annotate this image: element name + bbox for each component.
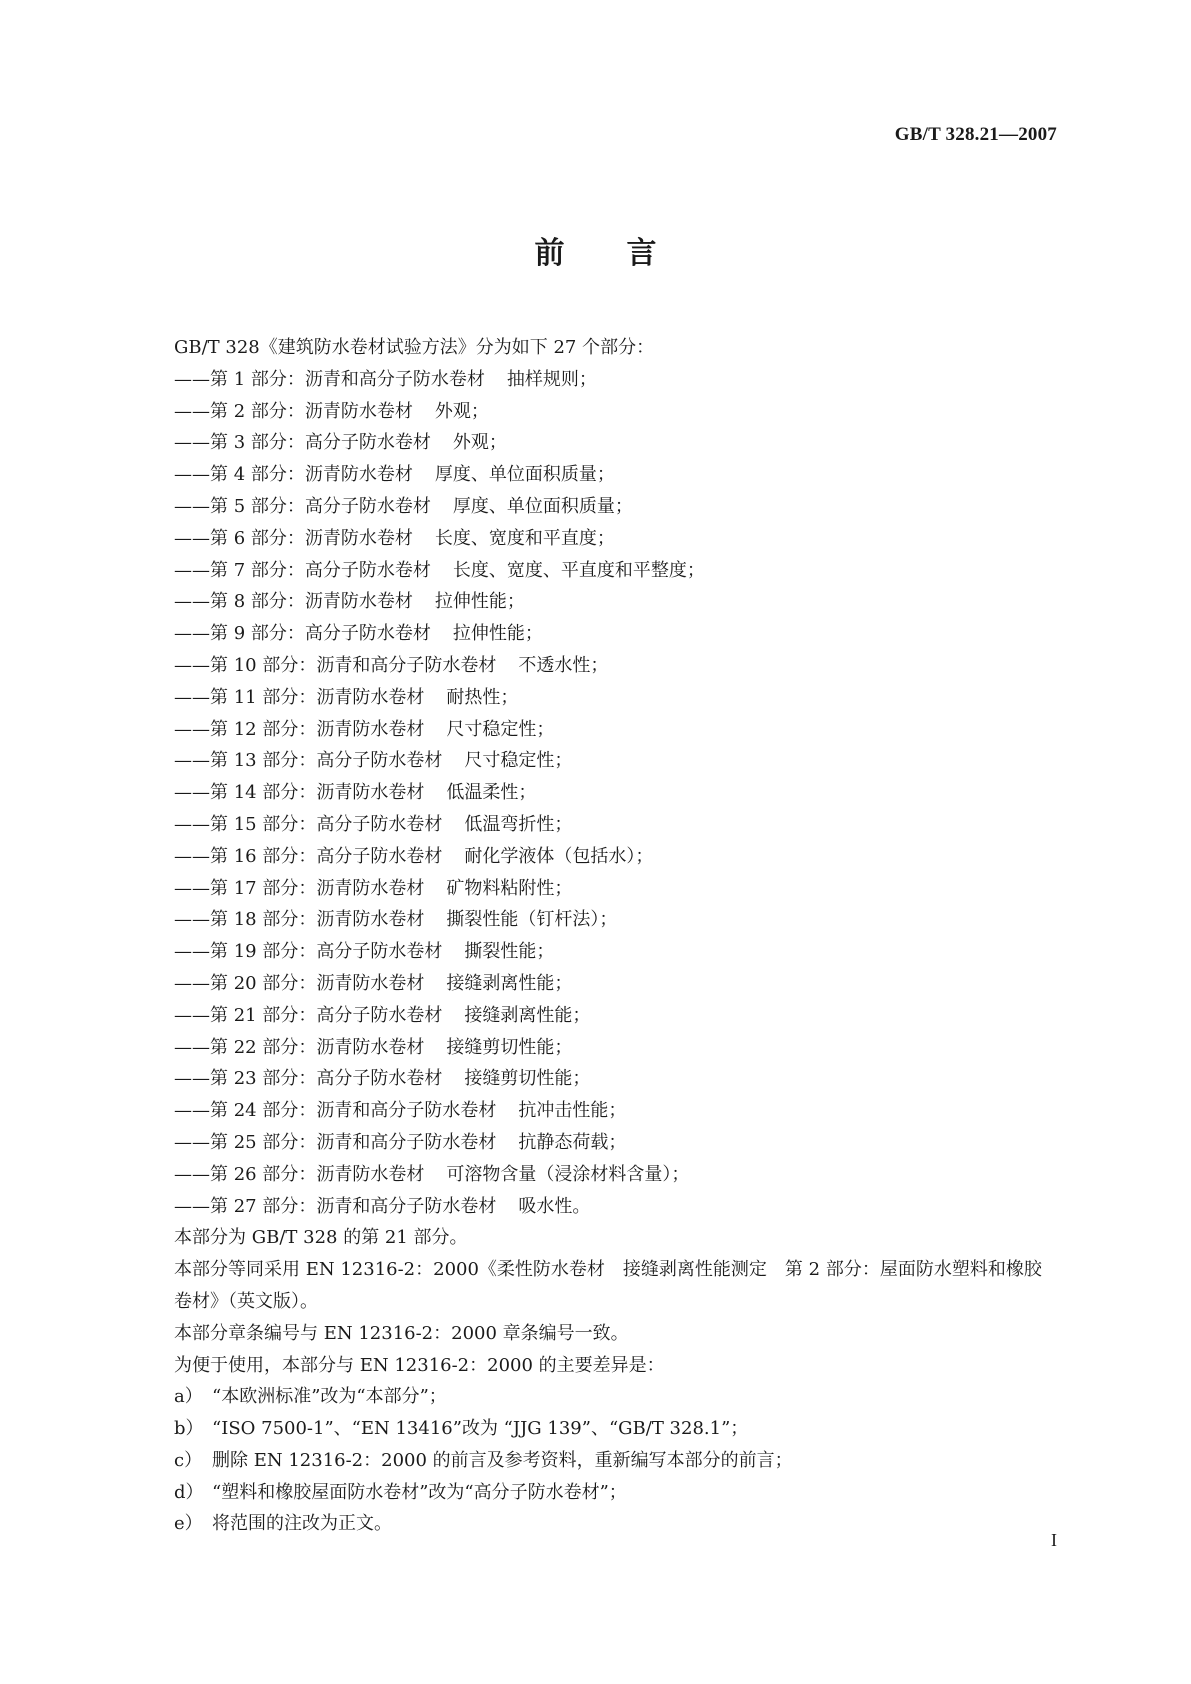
list-item bbox=[134, 1413, 1057, 1445]
part-subject: 接缝剥离性能； bbox=[446, 972, 573, 994]
part-prefix: ——第 9 部分：高分子防水卷材 bbox=[174, 623, 431, 645]
adoption-paragraph: 本部分等同采用 EN 12316-2：2000《柔性防水卷材 接缝剥离性能测定 第 2 部分：屋面防水塑料和橡胶卷材》（英文版）。 bbox=[174, 1259, 1042, 1312]
part-subject: 接缝剥离性能； bbox=[464, 1004, 591, 1026]
part-prefix: ——第 11 部分：沥青防水卷材 bbox=[174, 686, 425, 708]
part-prefix: ——第 25 部分：沥青和高分子防水卷材 bbox=[174, 1131, 497, 1153]
part-prefix: ——第 17 部分：沥青防水卷材 bbox=[174, 877, 425, 899]
this-part-paragraph: 本部分为 GB/T 328 的第 21 部分。 bbox=[174, 1227, 468, 1249]
list-item bbox=[134, 682, 1057, 714]
list-item bbox=[134, 904, 1057, 936]
part-prefix: ——第 15 部分：高分子防水卷材 bbox=[174, 813, 443, 835]
list-item bbox=[134, 1063, 1057, 1095]
part-prefix: ——第 12 部分：沥青防水卷材 bbox=[174, 718, 425, 740]
part-prefix: ——第 8 部分：沥青防水卷材 bbox=[174, 591, 413, 613]
differences-list bbox=[134, 1381, 1057, 1540]
difference-text: “本欧洲标准”改为“本部分”； bbox=[212, 1386, 447, 1408]
part-subject: 低温弯折性； bbox=[464, 813, 573, 835]
part-prefix: ——第 21 部分：高分子防水卷材 bbox=[174, 1004, 443, 1026]
part-prefix: ——第 26 部分：沥青防水卷材 bbox=[174, 1163, 425, 1185]
list-item bbox=[134, 364, 1057, 396]
part-subject: 外观； bbox=[452, 432, 507, 454]
part-prefix: ——第 13 部分：高分子防水卷材 bbox=[174, 750, 443, 772]
list-item bbox=[134, 745, 1057, 777]
part-subject: 抽样规则； bbox=[506, 368, 597, 390]
part-subject: 拉伸性能； bbox=[452, 623, 543, 645]
page-title: 前言 bbox=[534, 236, 719, 271]
list-item bbox=[134, 1191, 1057, 1223]
list-item bbox=[134, 523, 1057, 555]
list-item bbox=[134, 491, 1057, 523]
part-prefix: ——第 6 部分：沥青防水卷材 bbox=[174, 527, 413, 549]
difference-text: “ISO 7500-1”、“EN 13416”改为 “JJG 139”、“GB/T 328.1”； bbox=[212, 1418, 749, 1440]
page-number: I bbox=[1051, 1530, 1057, 1550]
part-subject: 撕裂性能； bbox=[464, 941, 555, 963]
part-subject: 低温柔性； bbox=[446, 782, 537, 804]
part-prefix: ——第 22 部分：沥青防水卷材 bbox=[174, 1036, 425, 1058]
list-marker: d） bbox=[174, 1481, 204, 1503]
part-subject: 抗冲击性能； bbox=[518, 1100, 627, 1122]
differences-intro-paragraph: 为便于使用，本部分与 EN 12316-2：2000 的主要差异是： bbox=[174, 1354, 665, 1376]
difference-text: “塑料和橡胶屋面防水卷材”改为“高分子防水卷材”； bbox=[212, 1481, 627, 1503]
list-item bbox=[134, 1000, 1057, 1032]
list-marker: b） bbox=[174, 1418, 204, 1440]
numbering-paragraph: 本部分章条编号与 EN 12316-2：2000 章条编号一致。 bbox=[174, 1322, 629, 1344]
list-item bbox=[134, 714, 1057, 746]
part-subject: 耐化学液体（包括水）； bbox=[464, 845, 654, 867]
part-prefix: ——第 27 部分：沥青和高分子防水卷材 bbox=[174, 1195, 497, 1217]
part-prefix: ——第 10 部分：沥青和高分子防水卷材 bbox=[174, 654, 497, 676]
list-item bbox=[134, 936, 1057, 968]
list-item bbox=[134, 1381, 1057, 1413]
part-prefix: ——第 14 部分：沥青防水卷材 bbox=[174, 782, 425, 804]
list-item bbox=[134, 777, 1057, 809]
part-prefix: ——第 5 部分：高分子防水卷材 bbox=[174, 495, 431, 517]
part-prefix: ——第 2 部分：沥青防水卷材 bbox=[174, 400, 413, 422]
part-subject: 接缝剪切性能； bbox=[446, 1036, 573, 1058]
part-subject: 抗静态荷载； bbox=[518, 1131, 627, 1153]
part-prefix: ——第 7 部分：高分子防水卷材 bbox=[174, 559, 431, 581]
list-item bbox=[134, 1159, 1057, 1191]
list-item bbox=[134, 1508, 1057, 1540]
list-item bbox=[134, 427, 1057, 459]
part-prefix: ——第 18 部分：沥青防水卷材 bbox=[174, 909, 425, 931]
standard-number: GB/T 328.21—2007 bbox=[894, 124, 1057, 145]
part-prefix: ——第 20 部分：沥青防水卷材 bbox=[174, 972, 425, 994]
part-subject: 拉伸性能； bbox=[434, 591, 525, 613]
part-prefix: ——第 16 部分：高分子防水卷材 bbox=[174, 845, 443, 867]
part-prefix: ——第 4 部分：沥青防水卷材 bbox=[174, 464, 413, 486]
part-subject: 矿物料粘附性； bbox=[446, 877, 573, 899]
part-prefix: ——第 23 部分：高分子防水卷材 bbox=[174, 1068, 443, 1090]
part-subject: 吸水性。 bbox=[518, 1195, 591, 1217]
list-item bbox=[134, 650, 1057, 682]
part-prefix: ——第 1 部分：沥青和高分子防水卷材 bbox=[174, 368, 485, 390]
part-subject: 尺寸稳定性； bbox=[464, 750, 573, 772]
list-item bbox=[134, 1127, 1057, 1159]
part-subject: 可溶物含量（浸涂材料含量）； bbox=[446, 1163, 690, 1185]
list-item bbox=[134, 1477, 1057, 1509]
part-subject: 不透水性； bbox=[518, 654, 609, 676]
part-subject: 撕裂性能（钉杆法）； bbox=[446, 909, 618, 931]
part-subject: 耐热性； bbox=[446, 686, 519, 708]
list-item bbox=[134, 841, 1057, 873]
list-item bbox=[134, 459, 1057, 491]
part-prefix: ——第 24 部分：沥青和高分子防水卷材 bbox=[174, 1100, 497, 1122]
parts-list bbox=[134, 364, 1057, 1223]
difference-text: 删除 EN 12316-2：2000 的前言及参考资料，重新编写本部分的前言； bbox=[212, 1449, 793, 1471]
list-marker: a） bbox=[174, 1386, 203, 1408]
list-item bbox=[134, 968, 1057, 1000]
part-prefix: ——第 3 部分：高分子防水卷材 bbox=[174, 432, 431, 454]
list-item bbox=[134, 1032, 1057, 1064]
list-item bbox=[134, 873, 1057, 905]
part-subject: 尺寸稳定性； bbox=[446, 718, 555, 740]
intro-paragraph: GB/T 328《建筑防水卷材试验方法》分为如下 27 个部分： bbox=[174, 337, 655, 358]
part-subject: 接缝剪切性能； bbox=[464, 1068, 591, 1090]
part-prefix: ——第 19 部分：高分子防水卷材 bbox=[174, 941, 443, 963]
list-marker: c） bbox=[174, 1449, 203, 1471]
part-subject: 厚度、单位面积质量； bbox=[452, 495, 633, 517]
list-marker: e） bbox=[174, 1513, 203, 1535]
list-item bbox=[134, 1445, 1057, 1477]
list-item bbox=[134, 555, 1057, 587]
list-item bbox=[134, 618, 1057, 650]
list-item bbox=[134, 1095, 1057, 1127]
part-subject: 厚度、单位面积质量； bbox=[434, 464, 615, 486]
part-subject: 外观； bbox=[434, 400, 489, 422]
part-subject: 长度、宽度、平直度和平整度； bbox=[452, 559, 705, 581]
document-body bbox=[134, 332, 1057, 1540]
list-item bbox=[134, 396, 1057, 428]
list-item bbox=[134, 586, 1057, 618]
list-item bbox=[134, 809, 1057, 841]
difference-text: 将范围的注改为正文。 bbox=[212, 1513, 392, 1535]
part-subject: 长度、宽度和平直度； bbox=[434, 527, 615, 549]
